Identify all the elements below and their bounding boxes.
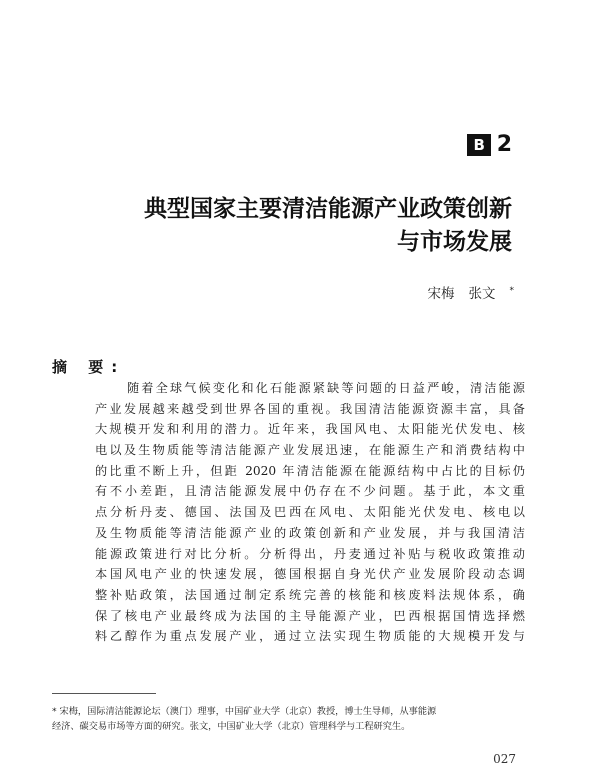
footnote-line: * 宋梅，国际清洁能源论坛（澳门）理事，中国矿业大学（北京）教授，博士生导师，从事能源 <box>52 706 437 717</box>
abstract-body <box>95 378 525 647</box>
abstract-line: 有不小差距，且清洁能源发展中仍存在不少问题。基于此，本文重 <box>95 484 525 499</box>
page-number: 027 <box>493 752 516 766</box>
footnote <box>52 704 532 734</box>
abstract-line: 产业发展越来越受到世界各国的重视。我国清洁能源资源丰富，具备 <box>95 401 525 416</box>
chapter-title <box>72 193 512 259</box>
abstract-line: 大规模开发和利用的潜力。近年来，我国风电、太阳能光伏发电、核 <box>95 422 525 437</box>
chapter-b-icon: B <box>467 134 491 156</box>
abstract-line: 料乙醇作为重点发展产业，通过立法实现生物质能的大规模开发与 <box>95 629 525 644</box>
abstract-line: 整补贴政策，法国通过制定系统完善的核能和核废料法规体系，确 <box>95 587 525 602</box>
abstract-label: 摘 要: <box>52 358 126 376</box>
abstract-line: 的比重不断上升，但距 2020 年清洁能源在能源结构中占比的目标仍 <box>95 463 525 478</box>
title-line-2: 与市场发展 <box>397 229 512 255</box>
author-name: 宋梅 <box>427 286 455 302</box>
abstract-line: 及生物质能等清洁能源产业的政策创新和产业发展，并与我国清洁 <box>95 525 525 540</box>
footnote-divider <box>52 693 156 694</box>
abstract-line: 能源政策进行对比分析。分析得出，丹麦通过补贴与税收政策推动 <box>95 546 525 561</box>
abstract-line: 随着全球气候变化和化石能源紧缺等问题的日益严峻，清洁能源 <box>127 381 525 395</box>
abstract-line: 保了核电产业最终成为法国的主导能源产业，巴西根据国情选择燃 <box>95 608 525 623</box>
title-line-1: 典型国家主要清洁能源产业政策创新 <box>144 196 512 222</box>
footnote-line: 经济、碳交易市场等方面的研究。张文，中国矿业大学（北京）管理科学与工程研究生。 <box>52 721 411 732</box>
chapter-label <box>467 132 512 157</box>
authors <box>428 282 515 302</box>
author-name: 张文 <box>468 286 496 302</box>
abstract-line: 电以及生物质能等清洁能源产业发展迅速，在能源生产和消费结构中 <box>95 443 525 458</box>
abstract-line: 本国风电产业的快速发展，德国根据自身光伏产业发展阶段动态调 <box>95 567 525 582</box>
chapter-number: 2 <box>496 132 512 157</box>
footnote-marker: * <box>509 285 514 296</box>
abstract-line: 点分析丹麦、德国、法国及巴西在风电、太阳能光伏发电、核电以 <box>95 505 525 520</box>
